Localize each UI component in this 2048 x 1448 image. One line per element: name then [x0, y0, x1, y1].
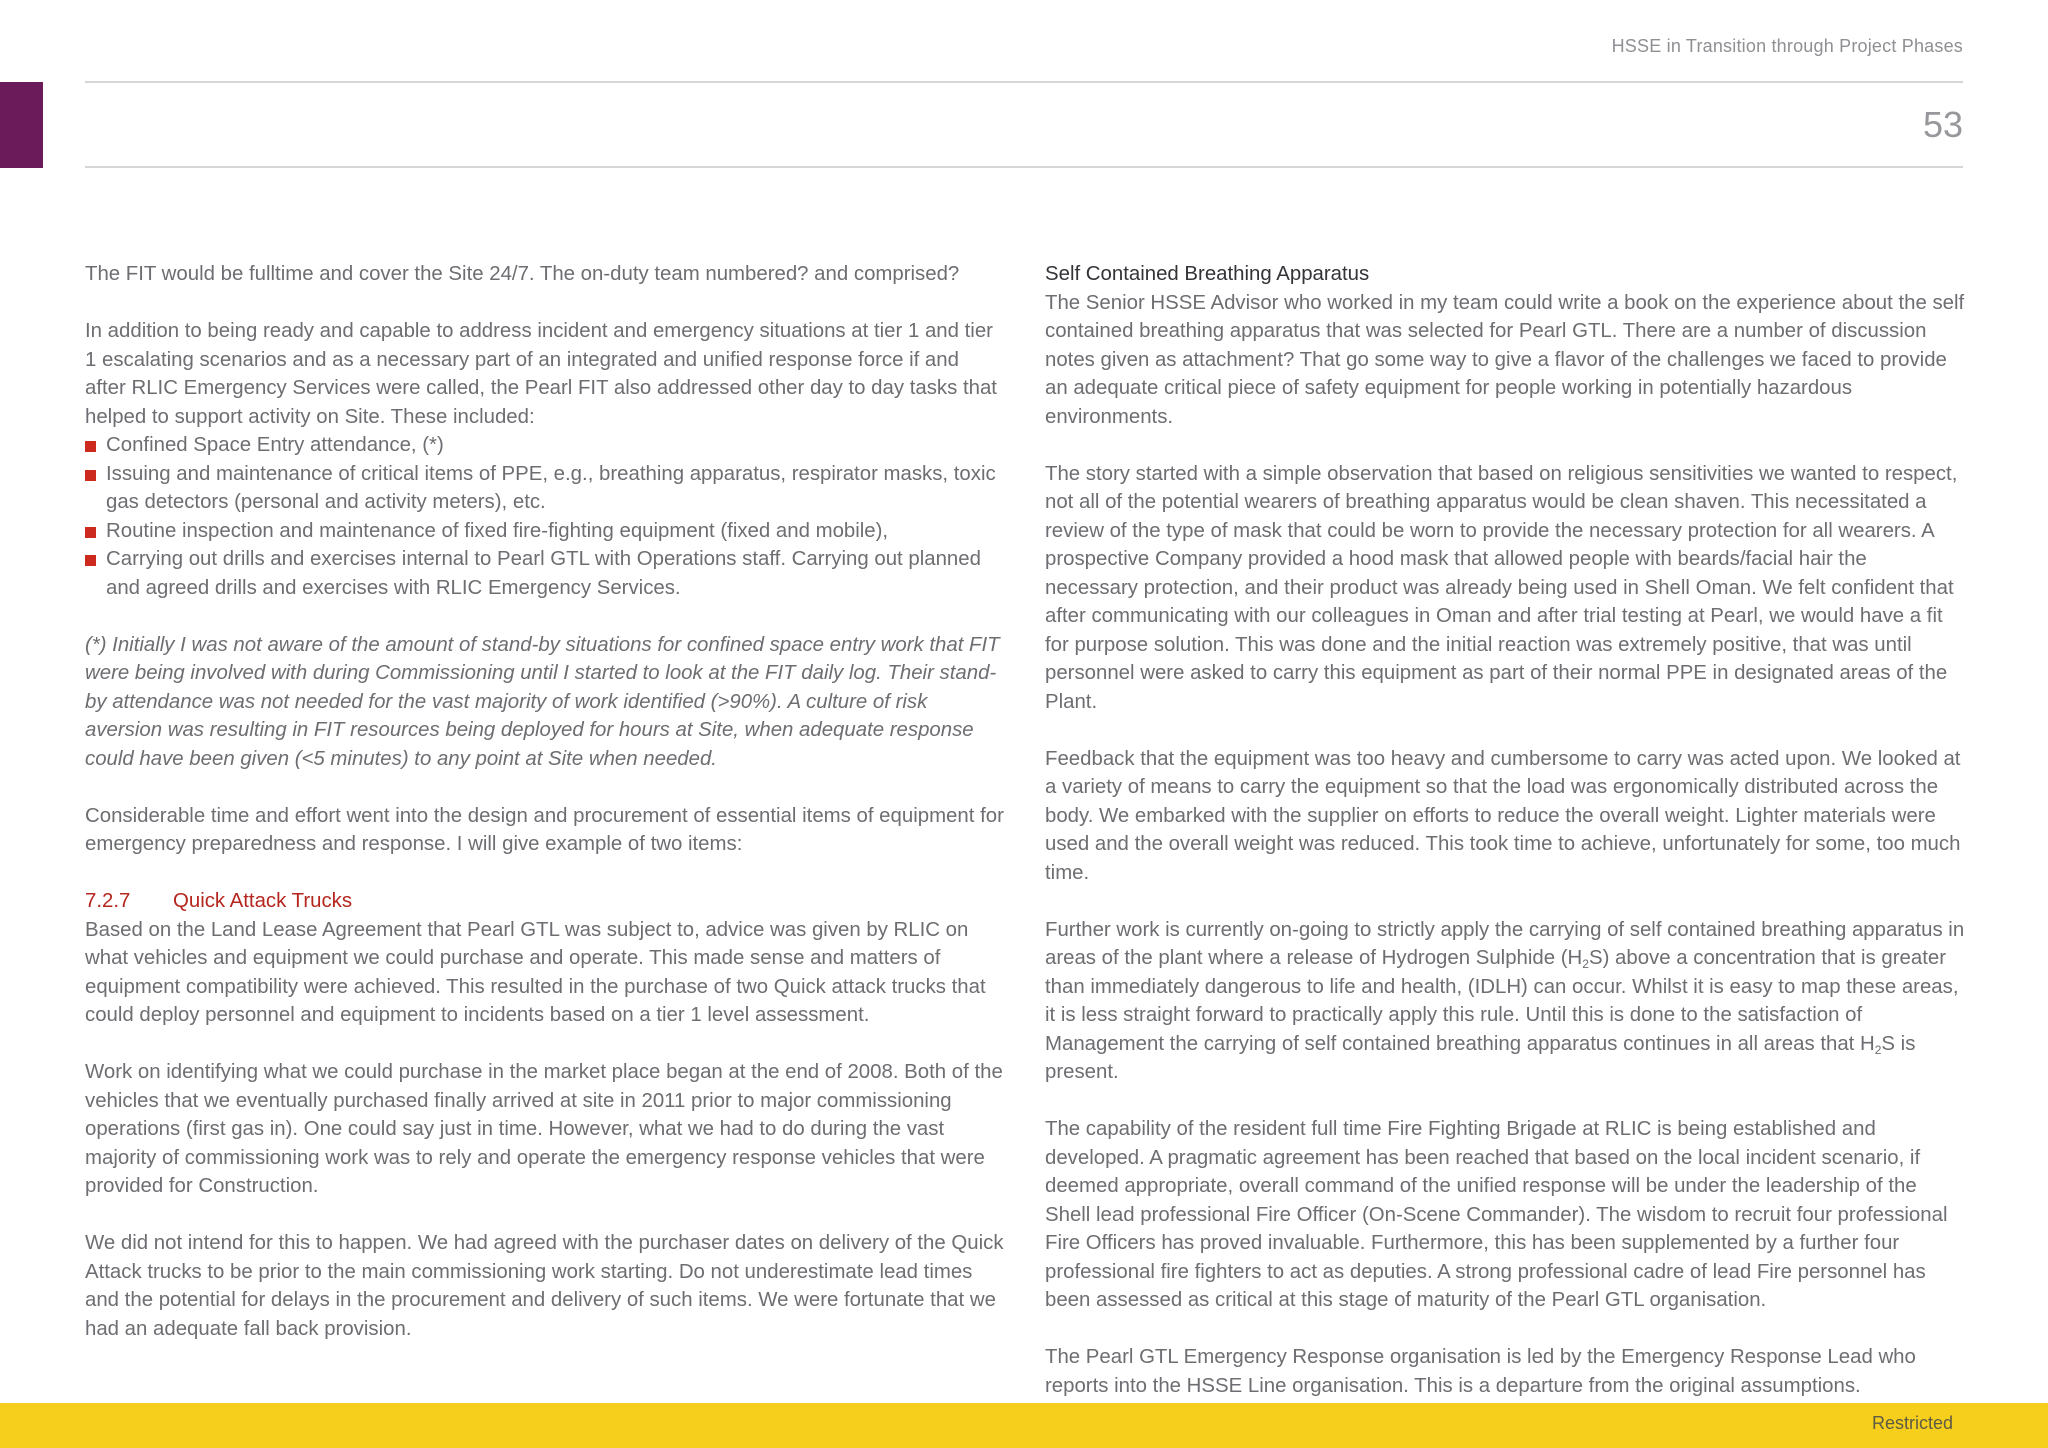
header-rule-top — [85, 81, 1963, 83]
left-column — [85, 260, 1005, 1372]
section-number: 7.2.7 — [85, 890, 131, 912]
section-heading — [85, 887, 1005, 916]
paragraph: In addition to being ready and capable to address incident and emergency situations at tier 1 and tier 1 escalating scenarios and as a necessary part of an integrated and unified response force if and after RLIC Emergency Services were called, the Pearl FIT also addressed other day to day tasks that helped to support activity on Site. These included: — [85, 320, 997, 428]
square-bullet-icon — [85, 441, 96, 452]
list-item-text: Confined Space Entry attendance, (*) — [106, 434, 444, 456]
list-item-text: Issuing and maintenance of critical items of PPE, e.g., breathing apparatus, respirator masks, toxic gas detectors (personal and activity meters), etc. — [106, 462, 996, 513]
section-title: Quick Attack Trucks — [173, 890, 353, 912]
paragraph: The story started with a simple observation that based on religious sensitivities we wanted to respect, not all of the potential wearers of breathing apparatus would be clean shaven. This necessitated a review of the type of mask that could be worn to provide the necessary protection for all wearers. A prospective Company provided a hood mask that allowed people with beards/facial hair the necessary protection, and their product was already being used in Shell Oman. We felt confident that after communicating with our colleagues in Oman and after trial testing at Pearl, we would have a fit for purpose solution. This was done and the initial reaction was extremely positive, that was until personnel were asked to carry this equipment as part of their normal PPE in designated areas of the Plant. — [1045, 462, 1958, 713]
right-column — [1045, 260, 1965, 1429]
paragraph: Based on the Land Lease Agreement that Pearl GTL was subject to, advice was given by RLIC on what vehicles and equipment we could purchase and operate. This made sense and matters of equipment compatibility were achieved. This resulted in the purchase of two Quick attack trucks that could deploy personnel and equipment to incidents based on a tier 1 level assessment. — [85, 918, 986, 1026]
running-header-title: HSSE in Transition through Project Phases — [1611, 36, 1963, 56]
header-rule-bottom — [85, 166, 1963, 168]
paragraph: We did not intend for this to happen. We had agreed with the purchaser dates on delivery of the Quick Attack trucks to be prior to the main commissioning work starting. Do not underestimate lead times and the potential for delays in the procurement and delivery of such items. We were fortunate that we had an adequate fall back provision. — [85, 1232, 1004, 1340]
paragraph: The Pearl GTL Emergency Response organisation is led by the Emergency Response Lead who reports into the HSSE Line organisation. This is a departure from the original assumptions. — [1045, 1346, 1916, 1397]
page-number: 53 — [1922, 104, 1963, 145]
square-bullet-icon — [85, 470, 96, 481]
list-item-text: Routine inspection and maintenance of fixed fire-fighting equipment (fixed and mobile), — [106, 519, 889, 542]
list-item — [85, 460, 1005, 517]
square-bullet-icon — [85, 555, 96, 566]
paragraph: The Senior HSSE Advisor who worked in my team could write a book on the experience about the self contained breathing apparatus that was selected for Pearl GTL. There are a number of discussion notes given as attachment? That go some way to give a flavor of the challenges we faced to provide an adequate critical piece of safety equipment for people working in potentially hazardous environments. — [1045, 291, 1965, 428]
paragraph-text: S is present. — [1045, 1032, 1916, 1083]
list-item — [85, 517, 1005, 546]
bullet-list — [85, 431, 1005, 602]
paragraph: Considerable time and effort went into the design and procurement of essential items of equipment for emergency preparedness and response. I will give example of two items: — [85, 804, 1004, 855]
subscript: 2 — [1582, 957, 1589, 971]
list-item — [85, 545, 1005, 602]
square-bullet-icon — [85, 527, 96, 538]
classification-label: Restricted — [1871, 1413, 1953, 1433]
subscript: 2 — [1874, 1042, 1882, 1057]
paragraph: The capability of the resident full time Fire Fighting Brigade at RLIC is being established and developed. A pragmatic agreement has been reached that based on the local incident scenario, if deemed appropriate, overall command of the unified response will be under the leadership of the Shell lead professional Fire Officer (On-Scene Commander). The wisdom to recruit four professional Fire Officers has proved invaluable. Furthermore, this has been supplemented by a further four professional fire fighters to act as deputies. A strong professional cadre of lead Fire personnel has been assessed as critical at this stage of maturity of the Pearl GTL organisation. — [1045, 1118, 1948, 1311]
paragraph-text: Further work is currently on-going to strictly apply the carrying of self contained breathing apparatus in areas of the plant where a release of Hydrogen Sulphide (H — [1045, 918, 1965, 969]
subheading: Self Contained Breathing Apparatus — [1045, 263, 1370, 285]
list-item-text: Carrying out drills and exercises internal to Pearl GTL with Operations staff. Carrying out planned and agreed drills and exercises with RLIC Emergency Services. — [106, 548, 981, 599]
paragraph — [1045, 916, 1965, 1087]
chapter-side-tab — [0, 82, 43, 168]
paragraph: Feedback that the equipment was too heavy and cumbersome to carry was acted upon. We looked at a variety of means to carry the equipment so that the load was ergonomically distributed across the body. We embarked with the supplier on efforts to reduce the overall weight. Lighter materials were used and the overall weight was reduced. This took time to achieve, unfortunately for some, too much time. — [1045, 747, 1961, 884]
paragraph: Work on identifying what we could purchase in the market place began at the end of 2008. Both of the vehicles that we eventually purchased finally arrived at site in 2011 prior to major commissioning operations (first gas in). One could say just in time. However, what we had to do during the vast majority of commissioning work was to rely and operate the emergency response vehicles that were provided for Construction. — [85, 1061, 1003, 1197]
paragraph-text: S) above a concentration that is greater than immediately dangerous to life and health, (IDLH) can occur. Whilst it is easy to map these areas, it is less straight forward to practically apply this rule. Until this is done to the satisfaction of Management the carrying of self contained breathing apparatus continues in all areas that H — [1045, 947, 1959, 1055]
list-item — [85, 431, 1005, 460]
footer-bar — [0, 1403, 2048, 1448]
italic-note: (*) Initially I was not aware of the amount of stand-by situations for confined space entry work that FIT were being involved with during Commissioning until I started to look at the FIT daily log. Their stand-by attendance was not needed for the vast majority of work identified (>90%). A culture of risk aversion was resulting in FIT resources being deployed for hours at Site, when adequate response could have been given (<5 minutes) to any point at Site when needed. — [85, 633, 1000, 770]
paragraph: The FIT would be fulltime and cover the Site 24/7. The on-duty team numbered? and comprised? — [85, 263, 960, 285]
